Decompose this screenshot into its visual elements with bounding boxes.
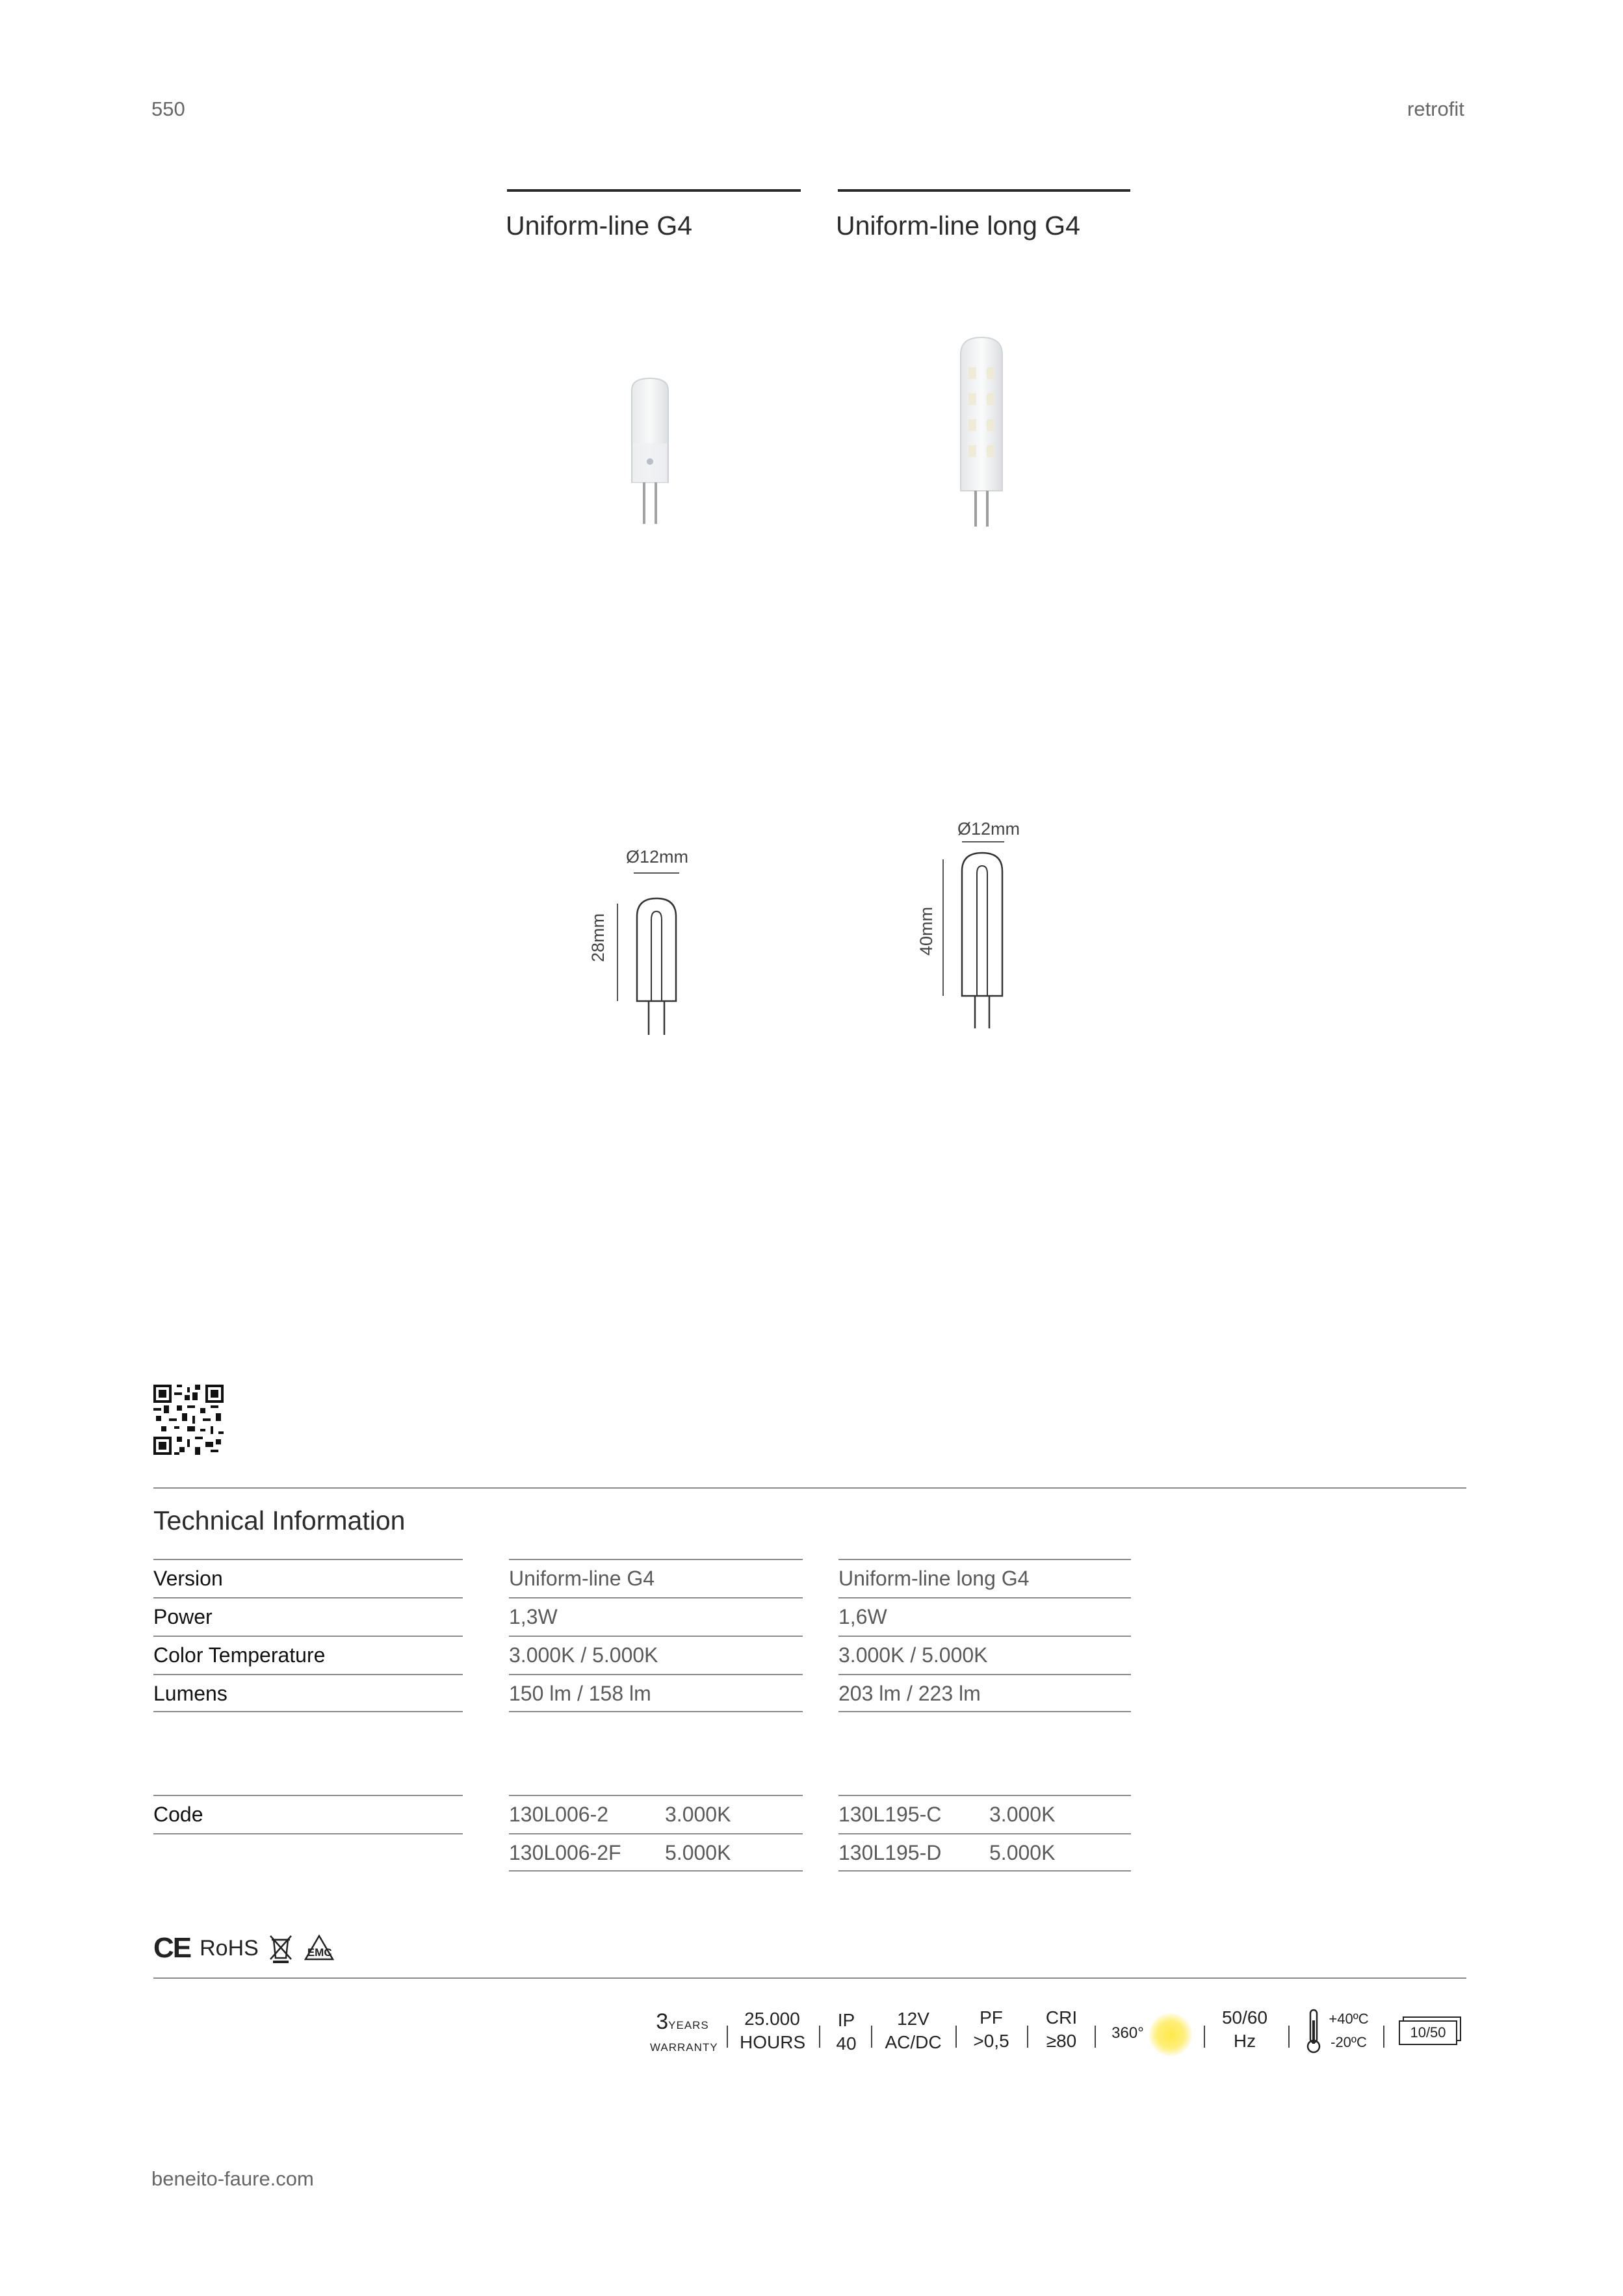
spec-label: Color Temperature <box>153 1643 326 1667</box>
qr-code[interactable] <box>153 1385 224 1455</box>
spec-label: Power <box>153 1605 213 1628</box>
spec-value-product-2: Uniform-line long G4 <box>838 1567 1030 1590</box>
code-row <box>509 1833 803 1872</box>
packaging-box: 10/50 <box>1399 2020 1457 2045</box>
spec-label: Lumens <box>153 1682 227 1705</box>
code-value: 130L195-C <box>838 1803 942 1826</box>
code-kelvin: 5.000K <box>989 1841 1056 1864</box>
ce-mark: CE <box>153 1932 191 1964</box>
code-value: 130L006-2F <box>509 1841 621 1864</box>
technical-row <box>838 1674 1131 1712</box>
separator <box>1288 2026 1290 2048</box>
code-label: Code <box>153 1803 203 1826</box>
code-value: 130L006-2 <box>509 1803 609 1826</box>
separator <box>819 2026 820 2048</box>
certification-logos <box>153 1932 335 1964</box>
technical-heading: Technical Information <box>153 1506 406 1535</box>
cri-rating: CRI ≥80 <box>1045 2007 1078 2051</box>
separator <box>1027 2026 1028 2048</box>
spec-value-product-1: 1,3W <box>509 1605 558 1628</box>
spec-value-product-2: 203 lm / 223 lm <box>838 1682 981 1705</box>
spec-value-product-1: Uniform-line G4 <box>509 1567 655 1590</box>
section-divider <box>153 1487 1466 1489</box>
technical-row <box>153 1559 463 1597</box>
features-divider <box>153 1977 1466 1979</box>
product-1-title: Uniform-line G4 <box>506 211 693 241</box>
product-2-rule <box>838 189 1130 192</box>
separator <box>1383 2026 1384 2048</box>
separator <box>871 2026 872 2048</box>
section-name: retrofit <box>1407 98 1464 120</box>
spec-value-product-1: 150 lm / 158 lm <box>509 1682 651 1705</box>
code-kelvin: 3.000K <box>989 1803 1056 1826</box>
technical-row <box>838 1559 1131 1597</box>
technical-row <box>838 1636 1131 1674</box>
product-2-diameter: Ø12mm <box>957 819 1020 839</box>
technical-row <box>509 1559 803 1597</box>
separator <box>955 2026 957 2048</box>
code-kelvin: 3.000K <box>665 1803 731 1826</box>
separator <box>1095 2026 1096 2048</box>
code-label-row <box>153 1795 463 1833</box>
power-factor: PF >0,5 <box>973 2007 1009 2051</box>
voltage: 12V AC/DC <box>885 2009 942 2052</box>
technical-row <box>153 1636 463 1674</box>
code-row <box>838 1833 1131 1872</box>
beam-angle: 360° <box>1111 2024 1144 2042</box>
temperature-range: +40ºC -20ºC <box>1329 2011 1369 2050</box>
ip-rating: IP 40 <box>836 2010 857 2054</box>
product-2-photo <box>949 328 1020 543</box>
technical-row <box>509 1674 803 1712</box>
spec-value-product-1: 3.000K / 5.000K <box>509 1643 658 1667</box>
technical-row <box>838 1597 1131 1636</box>
product-1-height: 28mm <box>588 913 608 962</box>
lifetime-hours: 25.000 HOURS <box>740 2009 806 2052</box>
separator <box>1204 2026 1205 2048</box>
separator <box>727 2026 728 2048</box>
technical-row <box>509 1597 803 1636</box>
product-2-title: Uniform-line long G4 <box>836 211 1080 241</box>
code-row <box>838 1795 1131 1833</box>
code-value: 130L195-D <box>838 1841 942 1864</box>
thermometer-icon <box>1304 2007 1323 2054</box>
product-1-photo <box>617 371 689 533</box>
code-label-row-end <box>153 1833 463 1872</box>
code-kelvin: 5.000K <box>665 1841 731 1864</box>
code-row <box>509 1795 803 1833</box>
product-1-diameter: Ø12mm <box>626 847 689 867</box>
product-1-rule <box>507 189 801 192</box>
technical-row <box>153 1674 463 1712</box>
spec-label: Version <box>153 1567 223 1590</box>
spec-value-product-2: 1,6W <box>838 1605 887 1628</box>
product-2-dimension-drawing <box>936 840 1014 1035</box>
page-number: 550 <box>151 98 185 120</box>
emc-mark: EMC <box>303 1933 335 1963</box>
warranty-badge: 3YEARS $^{WARRANTY}$ <box>650 2009 718 2054</box>
technical-row <box>153 1597 463 1636</box>
rohs-mark: RoHS <box>200 1935 259 1961</box>
website-link[interactable]: beneito-faure.com <box>151 2167 314 2190</box>
frequency: 50/60 Hz <box>1221 2007 1268 2051</box>
product-2-height: 40mm <box>916 906 936 956</box>
weee-bin-icon <box>268 1933 294 1963</box>
technical-row <box>509 1636 803 1674</box>
spec-value-product-2: 3.000K / 5.000K <box>838 1643 988 1667</box>
light-beam-icon <box>1149 2013 1192 2056</box>
product-1-dimension-drawing <box>611 871 682 1040</box>
